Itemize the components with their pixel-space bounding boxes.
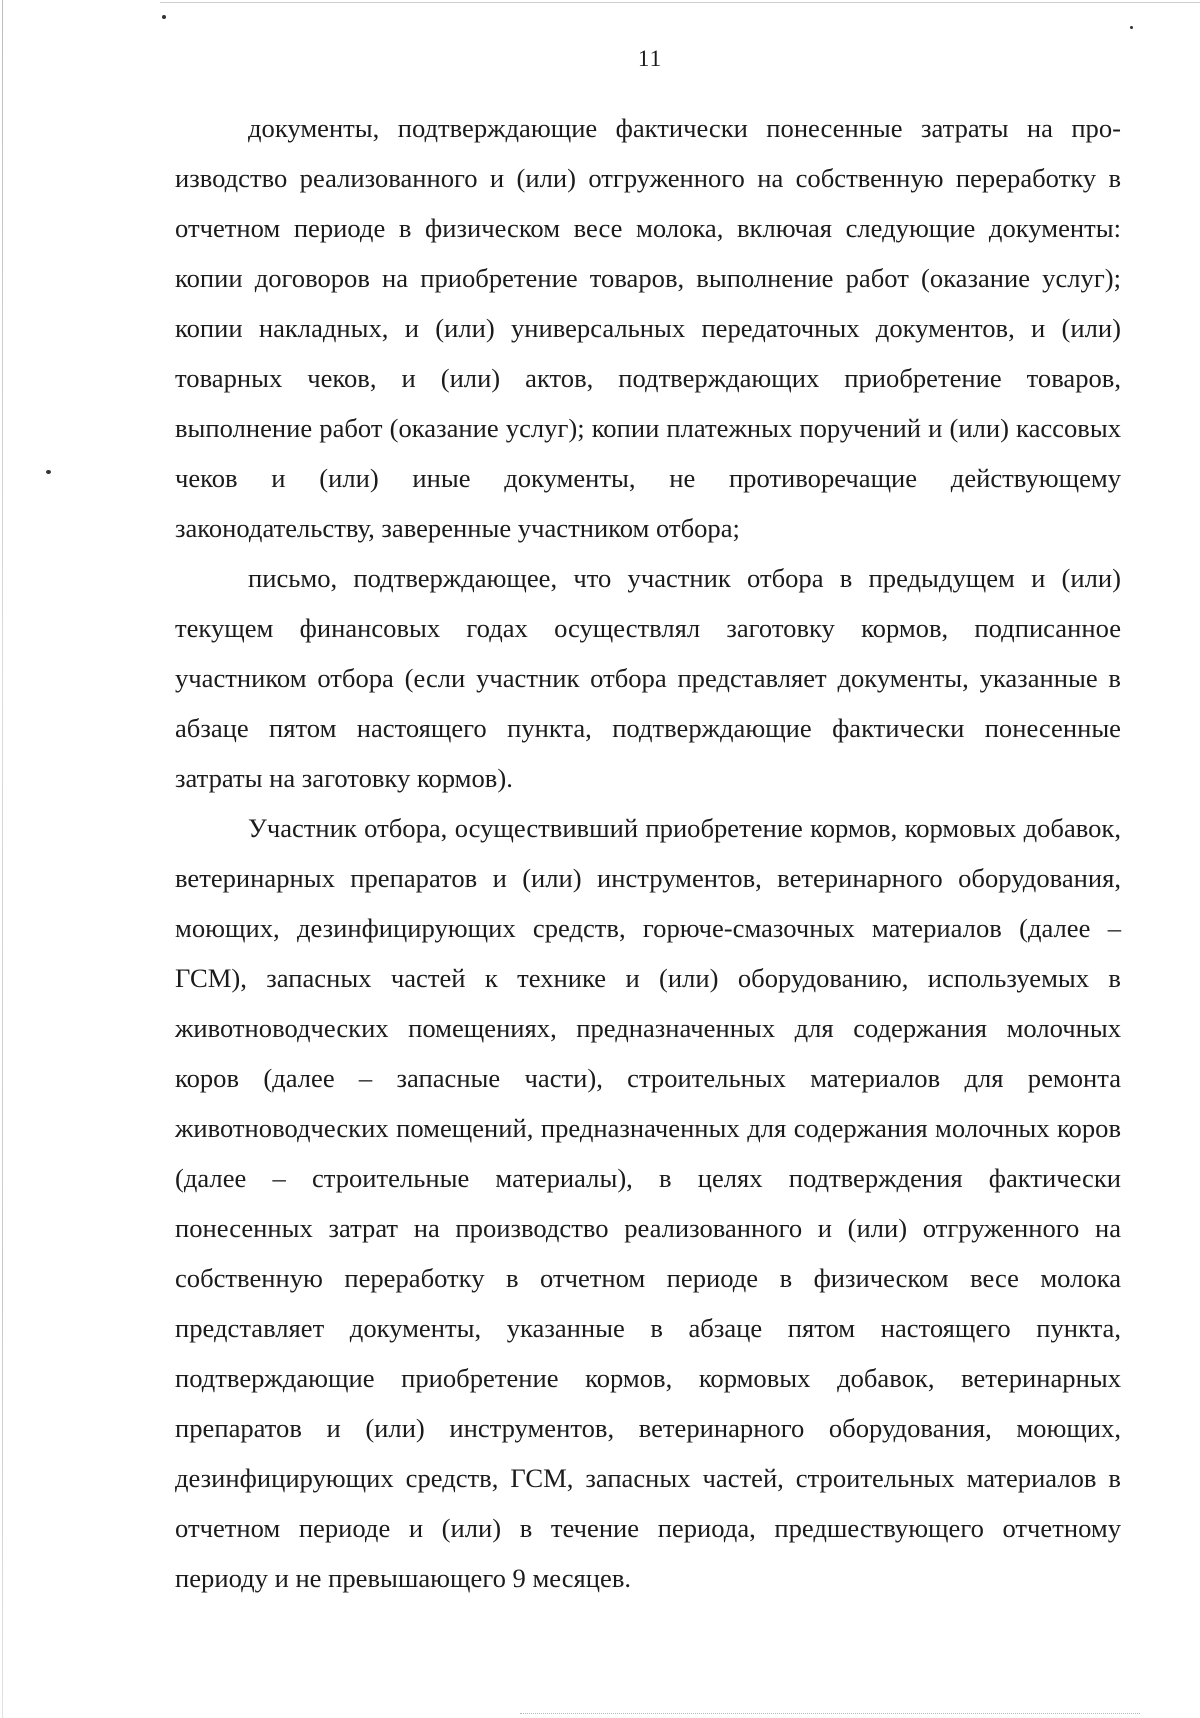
- scan-page-edge: [2, 0, 3, 1718]
- scan-speck: [46, 470, 51, 474]
- scan-speck: [162, 15, 166, 19]
- scan-top-edge: [160, 2, 1200, 3]
- document-body: [175, 103, 1121, 1603]
- paragraph: письмо, подтверждающее, что участник отбора в предыдущем и (или) текущем финансовых годах осуществлял заготовку кормов, подписанное участником отбора (если участник отбора представляет документы, указанные в абзаце пятом настоящего пункта, подтверждающие фактически понесенные затраты на заготовку кормов).: [175, 563, 1121, 793]
- scan-speck: [1130, 26, 1133, 29]
- paragraph: документы, подтверждающие фактически понесенные затраты на производство реализованного и (или) отгруженного на собственную переработку в отчетном периоде в физическом весе молока, включая следующие документы: копии договоров на приобретение товаров, выполнение работ (оказание услуг); копии накладных, и (или) универсальных передаточных документов, и (или) товарных чеков, и (или) актов, подтверждающих приобретение товаров, выполнение работ (оказание услуг); копии платежных поручений и (или) кассовых чеков и (или) иные документы, не противоречащие действующему законодательству, заверенные участником отбора;: [175, 113, 1121, 543]
- paragraph: Участник отбора, осуществивший приобретение кормов, кормовых добавок, ветеринарных препаратов и (или) инструментов, ветеринарного оборудования, моющих, дезинфицирующих средств, горюче-смазочных материалов (далее – ГСМ), запасных частей к технике и (или) оборудованию, используемых в животноводческих помещениях, предназначенных для содержания молочных коров (далее – запасные части), строительных материалов для ремонта животноводческих помещений, предназначенных для содержания молочных коров (далее – строительные материалы), в целях подтверждения фактически понесенных затрат на производство реализованного и (или) отгруженного на собственную переработку в отчетном периоде в физическом весе молока представляет документы, указанные в абзаце пятом настоящего пункта, подтверждающие приобретение кормов, кормовых добавок, ветеринарных препаратов и (или) инструментов, ветеринарного оборудования, моющих, дезинфицирующих средств, ГСМ, запасных частей, строительных материалов в отчетном периоде и (или) в течение периода, предшествующего отчетному периоду и не превышающего 9 месяцев.: [175, 813, 1121, 1593]
- page-number: 11: [637, 46, 663, 71]
- scan-bottom-edge: [520, 1712, 1140, 1714]
